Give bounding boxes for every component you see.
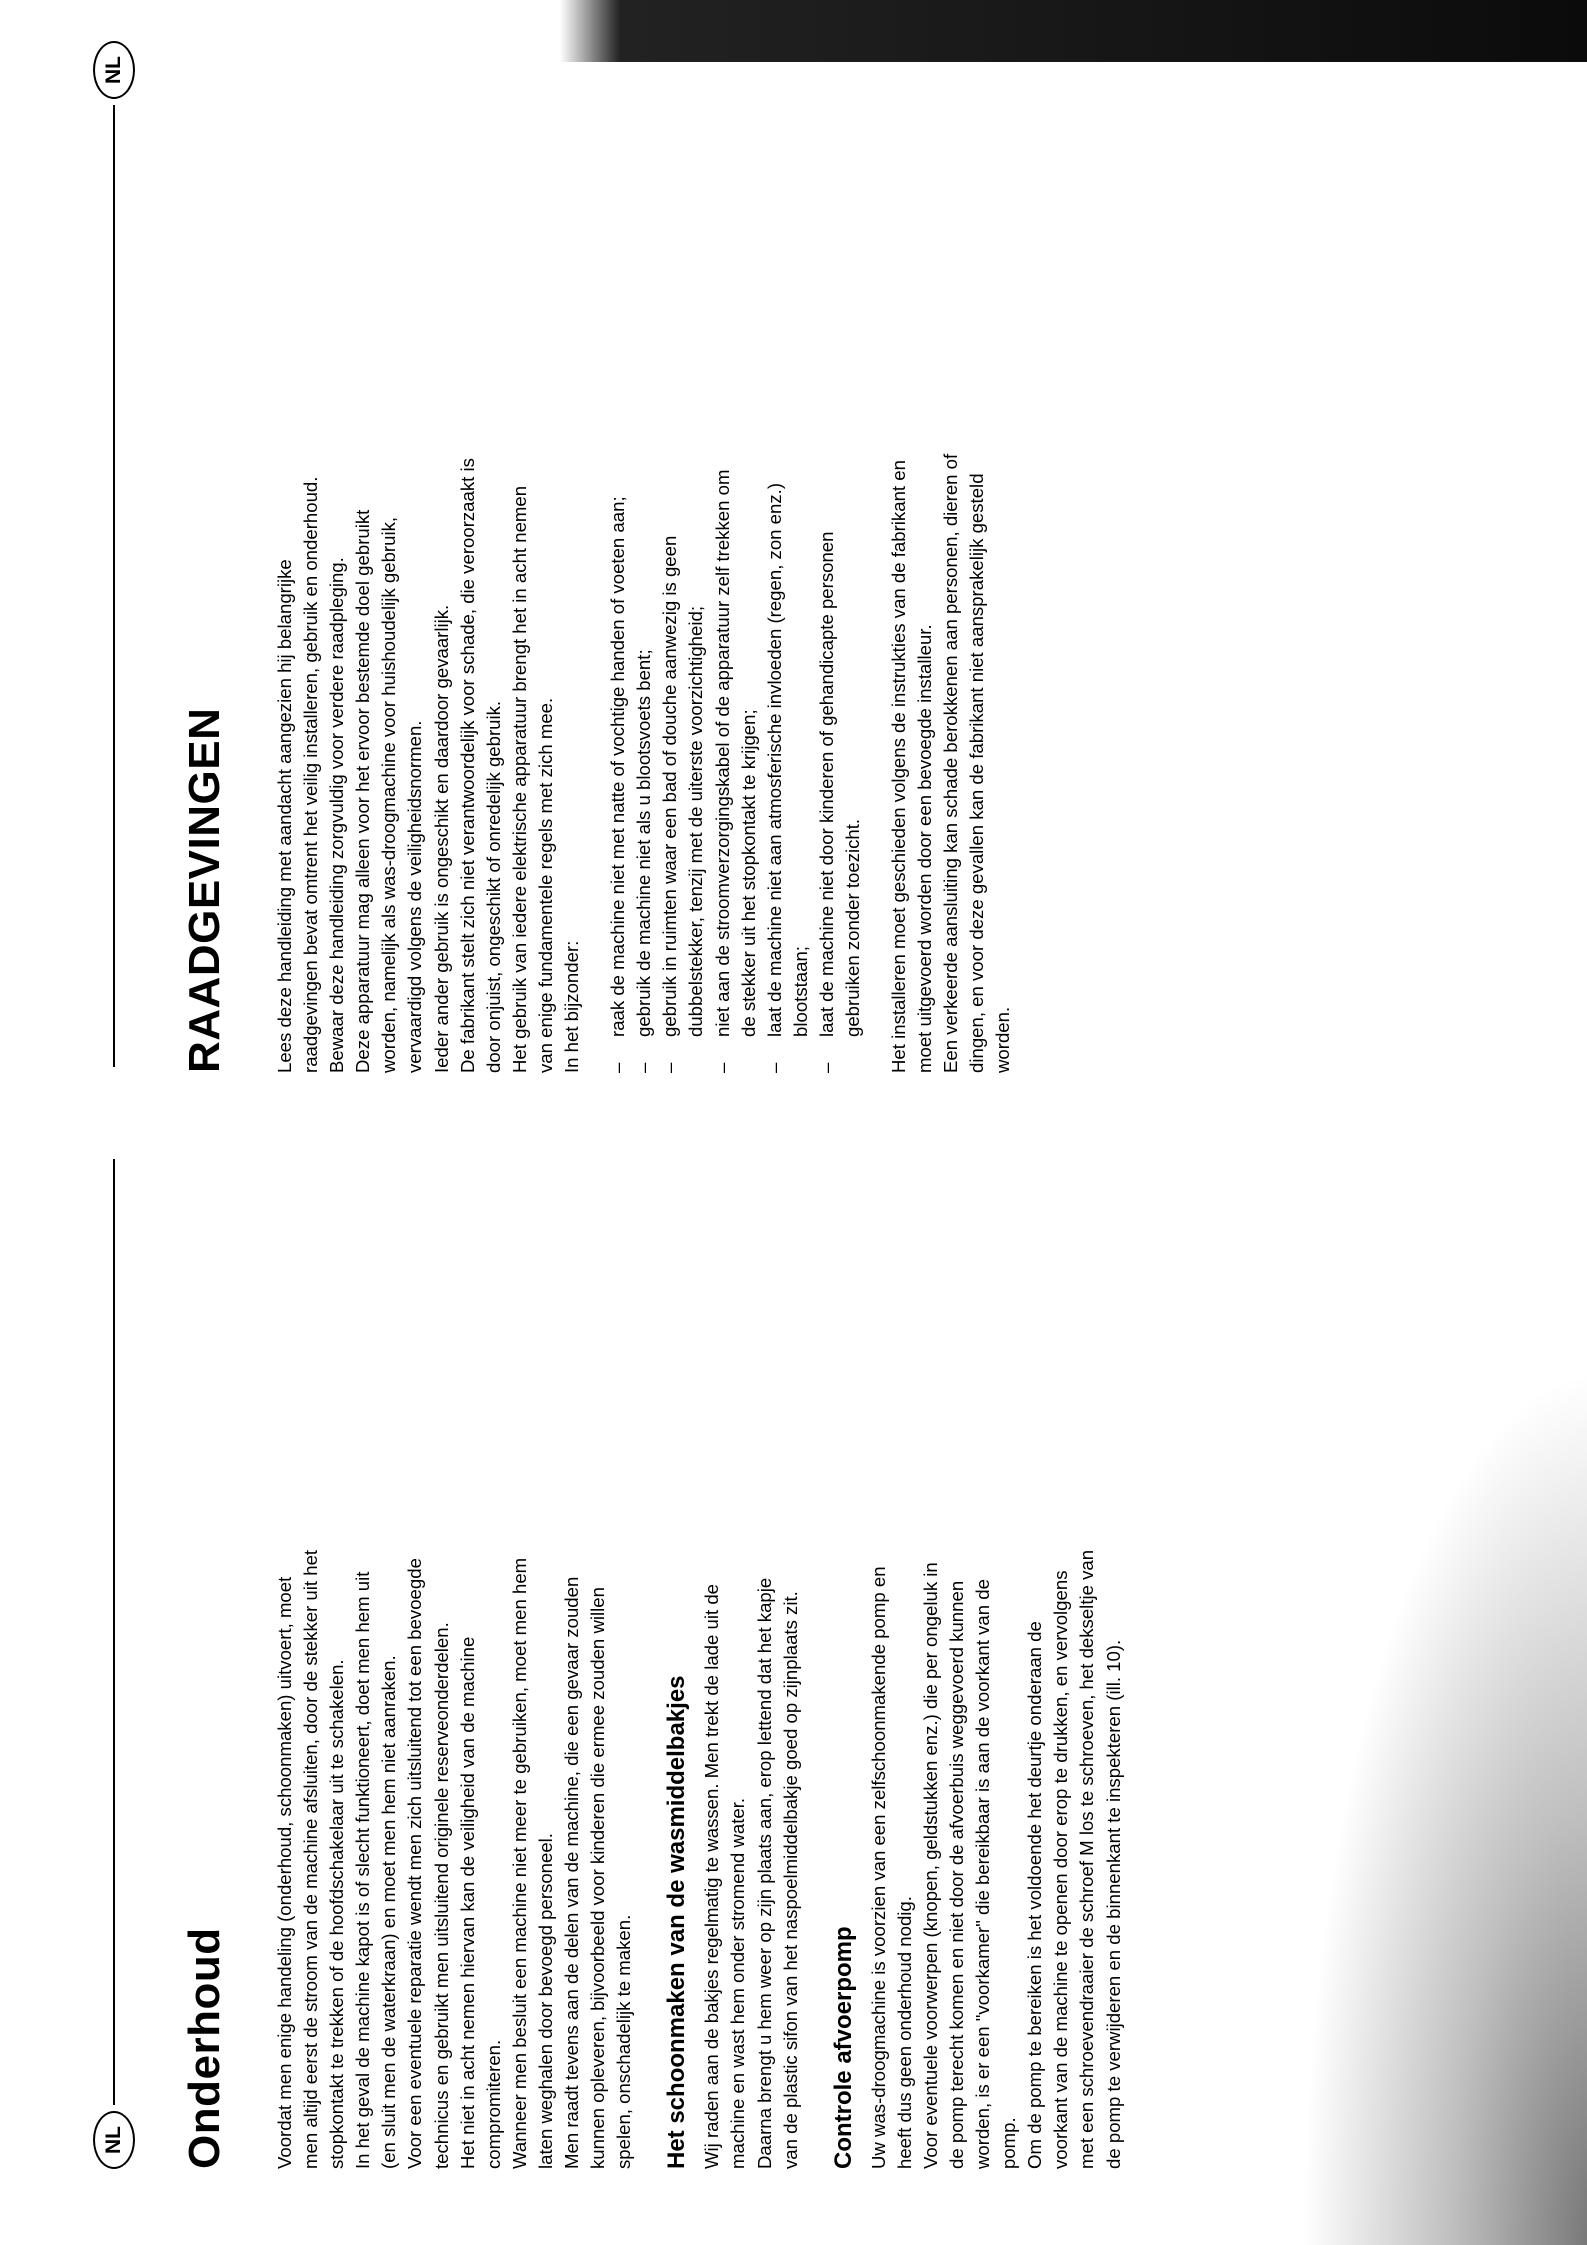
dash-glyph: – (711, 1062, 733, 1073)
list-item-text: niet aan de stroomverzorgingskabel of de apparatuur zelf trekken om de stekker uit het stopkontakt te krijgen; (711, 469, 759, 1037)
header-row-left (92, 1153, 136, 2169)
panel-raadgevingen (0, 1, 1587, 1123)
dash-glyph: – (633, 1062, 655, 1073)
dash-glyph: – (763, 1062, 785, 1073)
heading-afvoerpomp: Controle afvoerpomp (829, 1926, 857, 2169)
list-item (762, 41, 814, 1073)
list-item (710, 41, 762, 1073)
list-item-text: gebruik in ruimten waar een bad of douche aanwezig is geen dubbelstekker, tenzij met de uiterste voorzichtigheid; (659, 535, 707, 1037)
list-item (657, 41, 709, 1073)
header-rule-right (113, 105, 115, 1067)
list-item-text: laat de machine niet door kinderen of gehandicapte personen gebruiken zonder toezicht. (815, 531, 863, 1037)
panel-onderhoud (0, 1123, 1587, 2245)
raadgevingen-intro: Lees deze handleiding met aandacht aangezien hij belangrijke raadgevingen bevat omtrent het veilig installeren, gebruik en onderhoud. Bewaar deze handleiding zorgvuldig voor verdere raadpleging. Deze apparatuur mag alleen voor het ervoor bestemde doel gebruikt worden, namelijk als was-droogmachine voor huishoudelijk gebruik, vervaardigd volgens de veiligheidsnormen. Ieder ander gebruik is ongeschikt en daardoor gevaarlijk. De fabrikant stelt zich niet verantwoordelijk voor schade, die veroorzaakt is door onjuist, ongeschikt of onredelijk gebruik. Het gebruik van iedere elektrische apparatuur brengt het in acht nemen van enige fundamentele regels met zich mee. In het bijzonder: (274, 458, 583, 1073)
onderhoud-intro: Voordat men enige handeling (onderhoud, schoonmaken) uitvoert, moet men altijd eerst de stroom van de machine afsluiten, door de stekker uit het stopkontakt te trekken of de hoofdschakelaar uit te schakelen. In het geval de machine kapot is of slecht funktioneert, doet men hem uit (en sluit men de waterkraan) en moet men hem niet aanraken. Voor een eventuele reparatie wendt men zich uitsluitend tot een bevoegde technicus en gebruikt men uitsluitend originele reserveonderdelen. Het niet in acht nemen hiervan kan de veiligheid van de machine compromiteren. Wanneer men besluit een machine niet meer te gebruiken, moet men hem laten weghalen door bevoegd personeel. Men raadt tevens aan de delen van de machine, die een gevaar zouden kunnen opleveren, bijvoorbeeld voor kinderen die ermee zouden willen spelen, onschadelijk te maken. (274, 1549, 635, 2169)
wasmiddelbakjes-text: Wij raden aan de bakjes regelmatig te wassen. Men trekt de lade uit de machine en wast hem onder stromend water. Daarna brengt u hem weer op zijn plaats aan, erop lettend dat het kapje van de plastic sifon van het naspoelmiddelbakje goed op zijnplaats zit. (701, 1577, 801, 2169)
afvoerpomp-text-1: Uw was-droogmachine is voorzien van een zelfschoonmakende pomp en heeft dus geen onderhoud nodig. Voor eventuele voorwerpen (knopen, geldstukken enz.) die per ongeluk in de pomp terecht komen en niet door de afvoerbuis weggevoerd kunnen worden, is er een "voorkamer" die bereikbaar is aan de voorkant van de pomp. (867, 1562, 1020, 2169)
heading-wasmiddelbakjes: Het schoonmaken van de wasmiddelbakjes (663, 1675, 691, 2169)
title-raadgevingen: RAADGEVINGEN (180, 707, 229, 1073)
dash-glyph: – (659, 1062, 681, 1073)
list-item-text: gebruik de machine niet als u blootsvoets bent; (633, 649, 655, 1037)
afvoerpomp-text-2: Om de pomp te bereiken is het voldoende het deurtje onderaan de voorkant van de machine te openen door erop te drukken, en vervolgens met een schroevendraaier de schroef M los te schroeven, het dekseltje van de pomp te verwijderen en de binnenkant te inspekteren (ill. 10). (1024, 1549, 1124, 2169)
raadgevingen-outro: Het installeren moet geschieden volgens de instrukties van de fabrikant en moet uitgevoerd worden door een bevoegde installeur. Een verkeerde aansluiting kan schade berokkenen aan personen, dieren of dingen, en voor deze gevallen kan de fabrikant niet aansprakelijk gesteld worden. (888, 453, 1014, 1073)
list-item-text: laat de machine niet aan atmosferische invloeden (regen, zon enz.) blootstaan; (763, 482, 811, 1037)
list-item (814, 41, 866, 1073)
list-item (605, 41, 631, 1073)
header-row-right (92, 41, 136, 1073)
title-onderhoud: Onderhoud (180, 1927, 229, 2169)
safety-list (605, 41, 866, 1073)
list-item (631, 41, 657, 1073)
list-item-text: raak de machine niet met natte of vochtige handen of voeten aan; (607, 496, 629, 1037)
language-badge-left: NL (93, 2111, 135, 2169)
dash-glyph: – (815, 1062, 837, 1073)
language-badge-right: NL (93, 41, 135, 99)
dash-glyph: – (607, 1062, 629, 1073)
header-rule-left (113, 1159, 115, 2105)
